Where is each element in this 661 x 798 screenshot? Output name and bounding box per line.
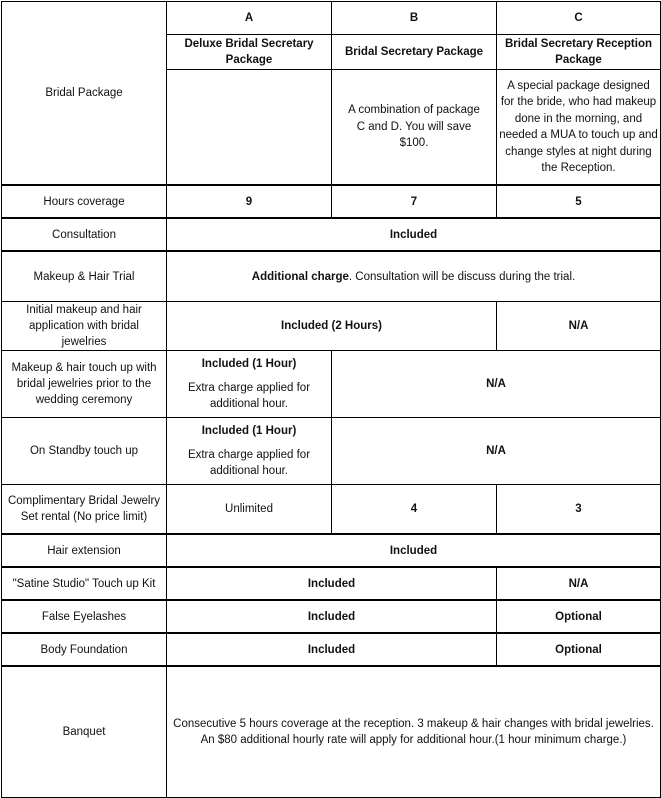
package-desc-a: [167, 70, 332, 186]
package-name-b: Bridal Secretary Package: [332, 35, 497, 70]
initial-application-ab: Included (2 Hours): [167, 302, 497, 351]
touch-up-prior-a-note: Extra charge applied for additional hour.: [187, 382, 311, 410]
standby-bc: N/A: [332, 418, 661, 485]
hours-coverage-a: 9: [167, 186, 332, 219]
hair-extension-value: Included: [167, 535, 661, 568]
body-foundation-c: Optional: [497, 634, 661, 667]
column-letter-b: B: [332, 2, 497, 35]
package-desc-c: A special package designed for the bride, who had makeup done in the morning, and needed a MUA to touch up and change styles at night during the Reception.: [497, 70, 661, 186]
jewelry-a: Unlimited: [167, 485, 332, 535]
standby-a: [167, 418, 332, 485]
package-desc-b: A combination of package C and D. You will save $100.: [332, 70, 497, 186]
touch-up-prior-label: Makeup & hair touch up with bridal jewelries prior to the wedding ceremony: [2, 351, 167, 418]
standby-a-note: Extra charge applied for additional hour.: [187, 449, 311, 477]
consultation-value: Included: [167, 219, 661, 252]
touch-up-prior-a-main: Included (1 Hour): [201, 358, 297, 370]
body-foundation-ab: Included: [167, 634, 497, 667]
standby-a-main: Included (1 Hour): [201, 425, 297, 437]
column-letter-c: C: [497, 2, 661, 35]
trial-label: Makeup & Hair Trial: [2, 252, 167, 302]
package-name-c: Bridal Secretary Reception Package: [497, 35, 661, 70]
consultation-label: Consultation: [2, 219, 167, 252]
hours-coverage-label: Hours coverage: [2, 186, 167, 219]
trial-charge-bold: Additional charge: [251, 271, 349, 283]
false-eyelashes-c: Optional: [497, 601, 661, 634]
hours-coverage-b: 7: [332, 186, 497, 219]
touch-up-prior-a: [167, 351, 332, 418]
false-eyelashes-ab: Included: [167, 601, 497, 634]
standby-label: On Standby touch up: [2, 418, 167, 485]
package-name-a: Deluxe Bridal Secretary Package: [167, 35, 332, 70]
bridal-package-label: Bridal Package: [2, 2, 167, 186]
column-letter-a: A: [167, 2, 332, 35]
jewelry-label: Complimentary Bridal Jewelry Set rental (No price limit): [2, 485, 167, 535]
hair-extension-label: Hair extension: [2, 535, 167, 568]
trial-charge-note: . Consultation will be discuss during the trial.: [348, 271, 576, 283]
bridal-package-table: [1, 1, 661, 798]
initial-application-c: N/A: [497, 302, 661, 351]
touch-up-kit-label: "Satine Studio" Touch up Kit: [2, 568, 167, 601]
jewelry-b: 4: [332, 485, 497, 535]
trial-value: [167, 252, 661, 302]
touch-up-prior-bc: N/A: [332, 351, 661, 418]
body-foundation-label: Body Foundation: [2, 634, 167, 667]
jewelry-c: 3: [497, 485, 661, 535]
touch-up-kit-c: N/A: [497, 568, 661, 601]
initial-application-label: Initial makeup and hair application with bridal jewelries: [2, 302, 167, 351]
false-eyelashes-label: False Eyelashes: [2, 601, 167, 634]
hours-coverage-c: 5: [497, 186, 661, 219]
touch-up-kit-ab: Included: [167, 568, 497, 601]
banquet-label: Banquet: [2, 667, 167, 798]
banquet-desc: Consecutive 5 hours coverage at the reception. 3 makeup & hair changes with bridal jewelries. An $80 additional hourly rate will apply for additional hour.(1 hour minimum charge.): [167, 667, 661, 798]
